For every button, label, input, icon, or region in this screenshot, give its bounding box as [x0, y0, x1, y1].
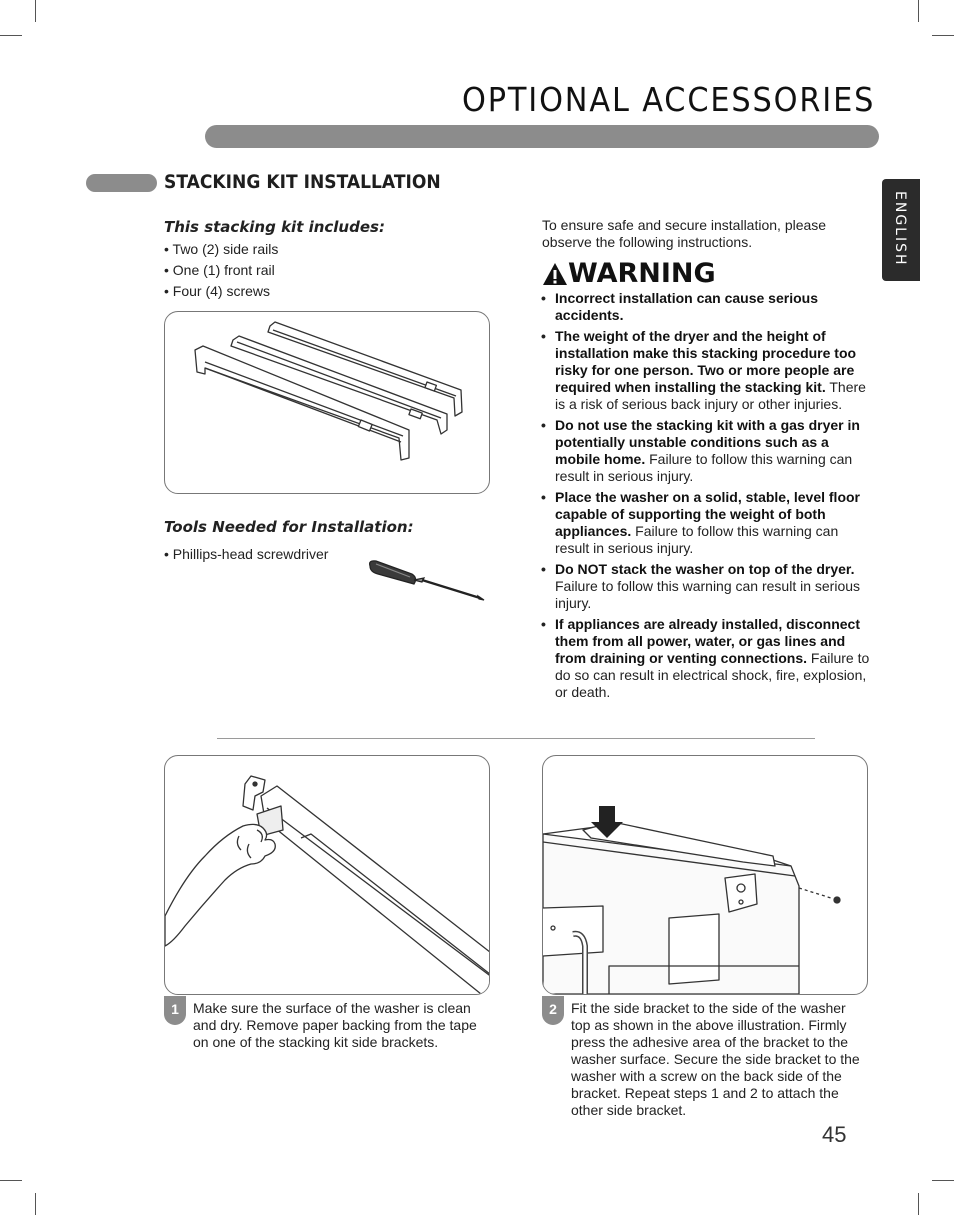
warning-item-bold: Incorrect installation can cause serious accidents. — [555, 290, 818, 323]
crop-mark — [0, 35, 22, 36]
tools-list — [164, 544, 328, 565]
hand-bracket-drawing — [165, 756, 489, 994]
language-tab — [882, 179, 920, 281]
section-pill — [86, 174, 157, 192]
washer-bracket-drawing — [543, 756, 867, 994]
warning-item-bold: Do NOT stack the washer on top of the dryer. — [555, 561, 855, 577]
page-number: 45 — [822, 1122, 847, 1147]
crop-mark — [918, 0, 919, 22]
warning-item-text: There is a risk of serious back injury or other injuries. — [555, 379, 866, 412]
title-bar — [205, 125, 879, 148]
step-number: 1 — [164, 996, 186, 1025]
warning-item-text: Failure to follow this warning can result in serious injury. — [555, 523, 839, 556]
crop-mark — [932, 1180, 954, 1181]
rails-illustration — [164, 311, 490, 494]
warning-item — [541, 290, 871, 324]
list-item: • One (1) front rail — [164, 262, 275, 278]
warning-intro: To ensure safe and secure installation, please observe the following instructions. — [542, 217, 827, 250]
warning-heading — [542, 258, 716, 289]
warning-item-text: Failure to follow this warning can result in serious injury. — [555, 451, 853, 484]
warning-item-text: Failure to follow this warning can result in serious injury. — [555, 578, 861, 611]
warning-item-bold: Place the washer on a solid, stable, level floor capable of supporting the weight of both appliances. — [555, 489, 860, 539]
warning-item-bold: The weight of the dryer and the height of installation make this stacking procedure too risky for one person. Two or more people are required when installing the stacking kit. — [555, 328, 857, 395]
crop-mark — [35, 1193, 36, 1215]
warning-item-bold: Do not use the stacking kit with a gas dryer in potentially unstable conditions such as a mobile home. — [555, 417, 860, 467]
rails-drawing — [165, 312, 489, 493]
step-text: Make sure the surface of the washer is clean and dry. Remove paper backing from the tape on one of the stacking kit side brackets. — [193, 1000, 477, 1050]
kit-list — [164, 239, 278, 302]
section-divider — [217, 738, 815, 739]
warning-item — [541, 417, 871, 485]
step1-illustration — [164, 755, 490, 995]
crop-mark — [918, 1193, 919, 1215]
warning-item-bold: If appliances are already installed, disconnect them from all power, water, or gas lines and from draining or venting connections. — [555, 616, 861, 666]
tools-heading: Tools Needed for Installation: — [164, 518, 414, 536]
step-text: Fit the side bracket to the side of the washer top as shown in the above illustration. Firmly press the adhesive area of the bracket to the washer surface. Secure the side bracket to the washer with a screw on the back side of the bracket. Repeat steps 1 and 2 to attach the other side bracket. — [571, 1000, 860, 1118]
screwdriver-icon — [366, 556, 488, 604]
step2-illustration — [542, 755, 868, 995]
warning-item — [541, 489, 871, 557]
list-item: • Two (2) side rails — [164, 241, 279, 257]
warning-triangle-icon — [542, 262, 568, 286]
crop-mark — [0, 1180, 22, 1181]
section-title: STACKING KIT INSTALLATION — [164, 171, 441, 193]
language-tab-label: ENGLISH — [892, 191, 908, 267]
kit-heading: This stacking kit includes: — [164, 218, 385, 236]
chapter-title: OPTIONAL ACCESSORIES — [462, 80, 876, 119]
crop-mark — [35, 0, 36, 22]
warning-item — [541, 328, 871, 413]
warning-heading-text: WARNING — [568, 258, 716, 289]
step-number: 2 — [542, 996, 564, 1025]
crop-mark — [932, 35, 954, 36]
list-item: • Four (4) screws — [164, 283, 271, 299]
list-item: • Phillips-head screwdriver — [164, 546, 329, 562]
warning-item-text: Failure to do so can result in electrical shock, fire, explosion, or death. — [555, 650, 870, 700]
warning-item — [541, 561, 871, 612]
warning-item — [541, 616, 871, 701]
warning-list — [541, 290, 871, 705]
